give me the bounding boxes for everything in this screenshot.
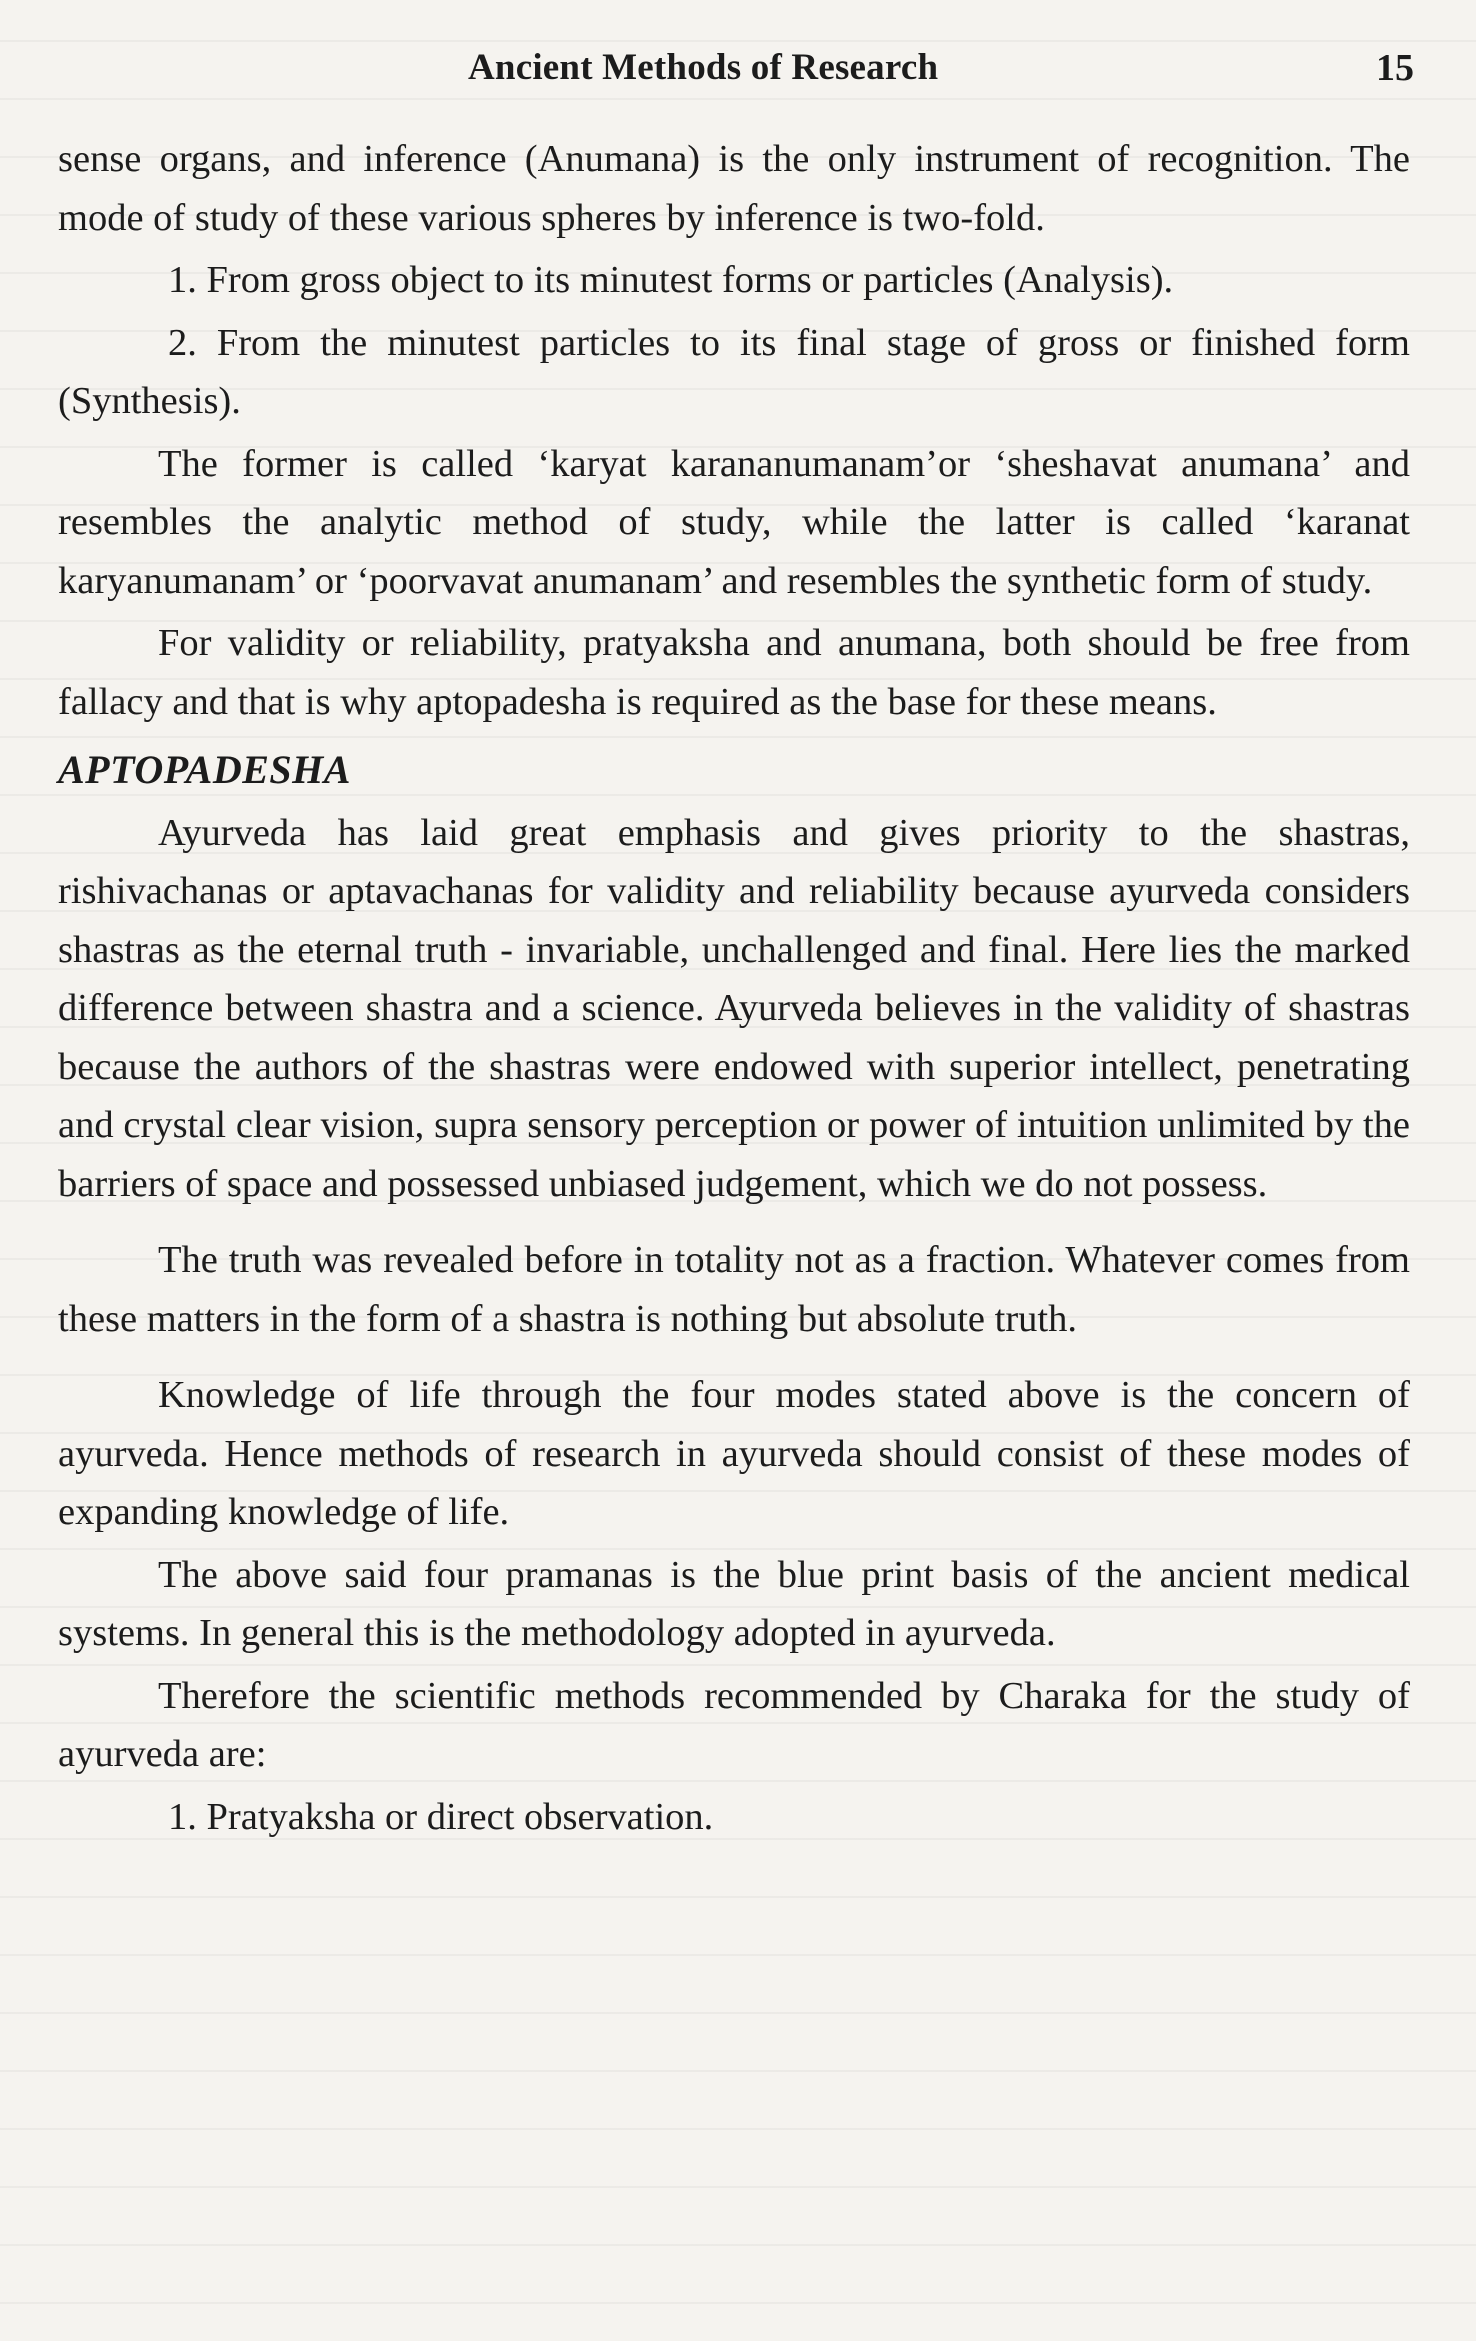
body-text — [58, 130, 1410, 1850]
list-item-pratyaksha: 1. Pratyaksha or direct observation. — [168, 1795, 714, 1838]
page-header — [0, 40, 1476, 100]
paragraph-gap — [58, 1352, 1410, 1366]
paragraph-2: The former is called ‘karyat karananumanam’or ‘sheshavat anumana’ and resembles the analytic method of study, while the latter is called ‘karanat karyanumanam’ or ‘poorvavat anumanam’ and resembles the synthetic form of study. — [58, 442, 1410, 602]
paragraph-5: The truth was revealed before in totality not as a fraction. Whatever comes from these matters in the form of a shastra is nothing but absolute truth. — [58, 1239, 1410, 1340]
paragraph-gap — [58, 1217, 1410, 1231]
list-item-analysis: 1. From gross object to its minutest forms or particles (Analysis). — [168, 259, 1174, 301]
list-item-synthesis: 2. From the minutest particles to its final stage of gross or finished form (Synthesis). — [58, 321, 1410, 422]
section-heading-aptopadesha: APTOPADESHA — [58, 747, 351, 792]
running-title: Ancient Methods of Research — [468, 47, 939, 88]
paragraph-4: Ayurveda has laid great emphasis and gives priority to the shastras, rishivachanas or aptavachanas for validity and reliability because ayurveda considers shastras as the eternal truth - invariable, unchallenged and final. Here lies the marked difference between shastra and a science. Ayurveda believes in the validity of shastras because the authors of the shastras were endowed with superior intellect, penetrating and crystal clear vision, supra sensory perception or power of intuition unlimited by the barriers of space and possessed unbiased judgement, which we do not possess. — [58, 811, 1410, 1205]
paragraph-1: sense organs, and inference (Anumana) is the only instrument of recognition. The mode of study of these various spheres by inference is two-fold. — [58, 138, 1410, 239]
page-number: 15 — [1376, 47, 1414, 89]
paragraph-8: Therefore the scientific methods recommended by Charaka for the study of ayurveda are: — [58, 1674, 1410, 1775]
paragraph-3: For validity or reliability, pratyaksha and anumana, both should be free from fallacy and that is why aptopadesha is required as the base for these means. — [58, 622, 1410, 723]
paragraph-6: Knowledge of life through the four modes stated above is the concern of ayurveda. Hence methods of research in ayurveda should consist of these modes of expanding knowledge of life. — [58, 1374, 1410, 1533]
paragraph-7: The above said four pramanas is the blue print basis of the ancient medical systems. In general this is the methodology adopted in ayurveda. — [58, 1553, 1410, 1654]
